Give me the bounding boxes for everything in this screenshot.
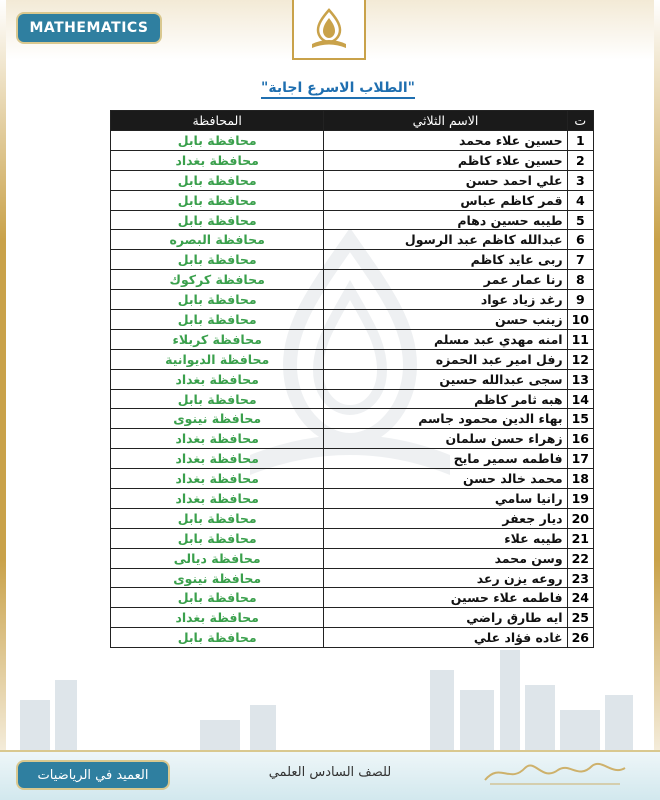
- row-province: محافظة بابل: [111, 170, 324, 190]
- row-name: غاده فؤاد علي: [324, 628, 567, 648]
- row-name: فاطمه سمير مايح: [324, 449, 567, 469]
- row-name: زينب حسن: [324, 310, 567, 330]
- table-row: [111, 628, 594, 648]
- table-row: [111, 528, 594, 548]
- header-name: الاسم الثلاثي: [324, 111, 567, 131]
- row-num: 9: [567, 290, 593, 310]
- row-num: 22: [567, 548, 593, 568]
- table-body: [111, 131, 594, 648]
- subject-badge: MATHEMATICS: [18, 14, 160, 42]
- skyline-background: [0, 630, 660, 760]
- row-province: محافظة بابل: [111, 628, 324, 648]
- signature-logo: [480, 756, 630, 788]
- table-row: [111, 210, 594, 230]
- row-province: محافظة بغداد: [111, 449, 324, 469]
- row-name: بهاء الدين محمود جاسم: [324, 409, 567, 429]
- row-num: 18: [567, 469, 593, 489]
- table-row: [111, 469, 594, 489]
- table-row: [111, 449, 594, 469]
- table-row: [111, 429, 594, 449]
- row-province: محافظة بابل: [111, 528, 324, 548]
- table-row: [111, 310, 594, 330]
- row-province: محافظة بغداد: [111, 469, 324, 489]
- row-num: 2: [567, 150, 593, 170]
- grade-label: للصف السادس العلمي: [268, 765, 392, 780]
- header-num: ت: [567, 111, 593, 131]
- row-name: حسين علاء محمد: [324, 131, 567, 151]
- row-name: سجى عبدالله حسين: [324, 369, 567, 389]
- row-name: قمر كاظم عباس: [324, 190, 567, 210]
- students-table: [110, 110, 594, 648]
- table-row: [111, 190, 594, 210]
- row-num: 7: [567, 250, 593, 270]
- row-num: 5: [567, 210, 593, 230]
- row-name: ربى عايد كاظم: [324, 250, 567, 270]
- row-province: محافظة بابل: [111, 190, 324, 210]
- row-num: 15: [567, 409, 593, 429]
- table-row: [111, 250, 594, 270]
- row-province: محافظة البصره: [111, 230, 324, 250]
- row-province: محافظة بابل: [111, 310, 324, 330]
- row-name: امنه مهدي عبد مسلم: [324, 329, 567, 349]
- author-badge: العميد في الرياضيات: [18, 762, 168, 788]
- row-name: رنا عمار عمر: [324, 270, 567, 290]
- row-num: 13: [567, 369, 593, 389]
- row-num: 19: [567, 489, 593, 509]
- table-row: [111, 329, 594, 349]
- row-name: فاطمه علاء حسين: [324, 588, 567, 608]
- row-num: 6: [567, 230, 593, 250]
- row-num: 1: [567, 131, 593, 151]
- row-name: رغد زياد عواد: [324, 290, 567, 310]
- row-province: محافظة ديالى: [111, 548, 324, 568]
- row-num: 11: [567, 329, 593, 349]
- crest-icon: [304, 6, 354, 52]
- row-num: 25: [567, 608, 593, 628]
- row-province: محافظة بغداد: [111, 489, 324, 509]
- row-name: هبه ثامر كاظم: [324, 389, 567, 409]
- row-name: محمد خالد حسن: [324, 469, 567, 489]
- table-row: [111, 270, 594, 290]
- row-province: محافظة بابل: [111, 131, 324, 151]
- row-num: 23: [567, 568, 593, 588]
- row-province: محافظة بغداد: [111, 150, 324, 170]
- table-header-row: [111, 111, 594, 131]
- table-row: [111, 369, 594, 389]
- logo-crest: [292, 0, 366, 60]
- table-row: [111, 131, 594, 151]
- table-row: [111, 489, 594, 509]
- title-text: "الطلاب الاسرع اجابة": [261, 80, 415, 99]
- table-row: [111, 389, 594, 409]
- row-province: محافظة بابل: [111, 250, 324, 270]
- row-name: عبدالله كاظم عبد الرسول: [324, 230, 567, 250]
- table-row: [111, 568, 594, 588]
- table-row: [111, 290, 594, 310]
- row-name: زهراء حسن سلمان: [324, 429, 567, 449]
- table-row: [111, 548, 594, 568]
- row-name: حسين علاء كاظم: [324, 150, 567, 170]
- table-row: [111, 409, 594, 429]
- row-num: 17: [567, 449, 593, 469]
- row-province: محافظة كركوك: [111, 270, 324, 290]
- row-province: محافظة بابل: [111, 389, 324, 409]
- row-name: طيبه حسين دهام: [324, 210, 567, 230]
- row-province: محافظة كربلاء: [111, 329, 324, 349]
- row-name: علي احمد حسن: [324, 170, 567, 190]
- row-province: محافظة بغداد: [111, 369, 324, 389]
- header-province: المحافظة: [111, 111, 324, 131]
- table-row: [111, 349, 594, 369]
- row-province: محافظة بابل: [111, 290, 324, 310]
- row-num: 20: [567, 508, 593, 528]
- row-province: محافظة بابل: [111, 210, 324, 230]
- table-row: [111, 508, 594, 528]
- row-province: محافظة بابل: [111, 508, 324, 528]
- row-province: محافظة نينوى: [111, 568, 324, 588]
- table-row: [111, 150, 594, 170]
- row-name: ديار جعفر: [324, 508, 567, 528]
- row-num: 14: [567, 389, 593, 409]
- row-num: 8: [567, 270, 593, 290]
- table-row: [111, 230, 594, 250]
- row-name: رفل امير عبد الحمزه: [324, 349, 567, 369]
- row-name: طيبه علاء: [324, 528, 567, 548]
- table-row: [111, 170, 594, 190]
- row-num: 26: [567, 628, 593, 648]
- row-num: 12: [567, 349, 593, 369]
- row-province: محافظة الديوانية: [111, 349, 324, 369]
- row-province: محافظة بغداد: [111, 429, 324, 449]
- row-num: 21: [567, 528, 593, 548]
- table-row: [111, 608, 594, 628]
- row-province: محافظة نينوى: [111, 409, 324, 429]
- row-num: 24: [567, 588, 593, 608]
- row-num: 16: [567, 429, 593, 449]
- row-name: رانيا سامي: [324, 489, 567, 509]
- row-num: 10: [567, 310, 593, 330]
- row-province: محافظة بابل: [111, 588, 324, 608]
- page-title: [110, 80, 566, 96]
- row-num: 4: [567, 190, 593, 210]
- row-num: 3: [567, 170, 593, 190]
- row-name: وسن محمد: [324, 548, 567, 568]
- table-row: [111, 588, 594, 608]
- row-province: محافظة بغداد: [111, 608, 324, 628]
- row-name: روعه يزن رعد: [324, 568, 567, 588]
- row-name: ايه طارق راضي: [324, 608, 567, 628]
